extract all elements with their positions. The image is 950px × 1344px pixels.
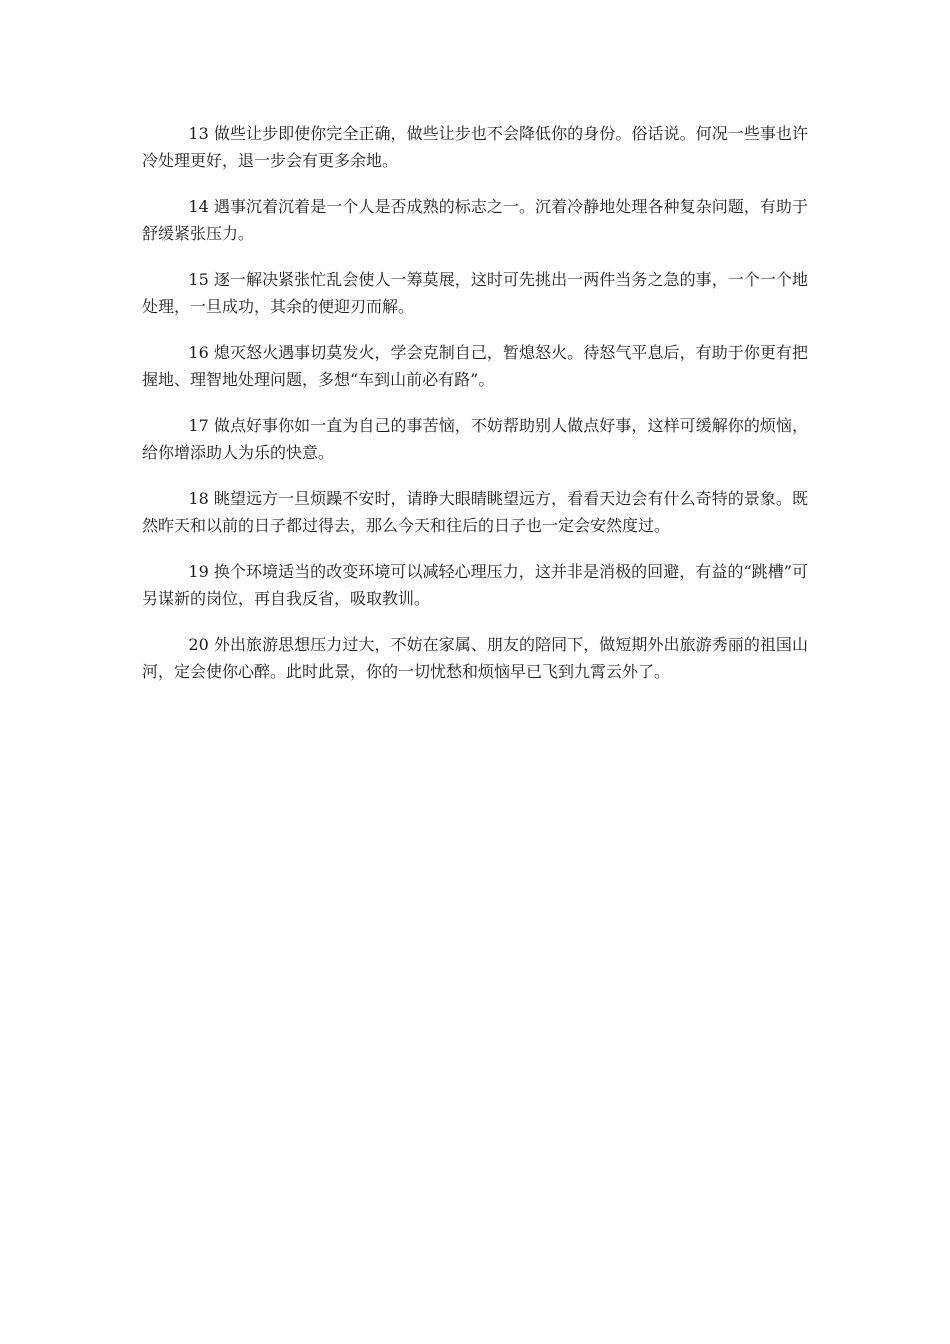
paragraph-18: 18 眺望远方一旦烦躁不安时，请睁大眼睛眺望远方，看看天边会有什么奇特的景象。既然昨天和以前的日子都过得去，那么今天和往后的日子也一定会安然度过。 (142, 489, 808, 535)
paragraph-20: 20 外出旅游思想压力过大，不妨在家属、朋友的陪同下，做短期外出旅游秀丽的祖国山河，定会使你心醉。此时此景，你的一切忧愁和烦恼早已飞到九霄云外了。 (142, 635, 808, 681)
paragraph-13: 13 做些让步即使你完全正确，做些让步也不会降低你的身份。俗话说。何况一些事也许冷处理更好，退一步会有更多余地。 (142, 124, 808, 170)
paragraph-19: 19 换个环境适当的改变环境可以减轻心理压力，这并非是消极的回避，有益的“跳槽”可另谋新的岗位，再自我反省，吸取教训。 (142, 562, 808, 608)
document-body (142, 120, 808, 704)
paragraph-17: 17 做点好事你如一直为自己的事苦恼，不妨帮助别人做点好事，这样可缓解你的烦恼，给你增添助人为乐的快意。 (142, 416, 808, 462)
paragraph-15: 15 逐一解决紧张忙乱会使人一筹莫展，这时可先挑出一两件当务之急的事，一个一个地处理，一旦成功，其余的便迎刃而解。 (142, 270, 808, 316)
paragraph-14: 14 遇事沉着沉着是一个人是否成熟的标志之一。沉着冷静地处理各种复杂问题，有助于舒缓紧张压力。 (142, 197, 808, 243)
paragraph-16: 16 熄灭怒火遇事切莫发火，学会克制自己，暂熄怒火。待怒气平息后，有助于你更有把握地、理智地处理问题，多想“车到山前必有路”。 (142, 343, 808, 389)
